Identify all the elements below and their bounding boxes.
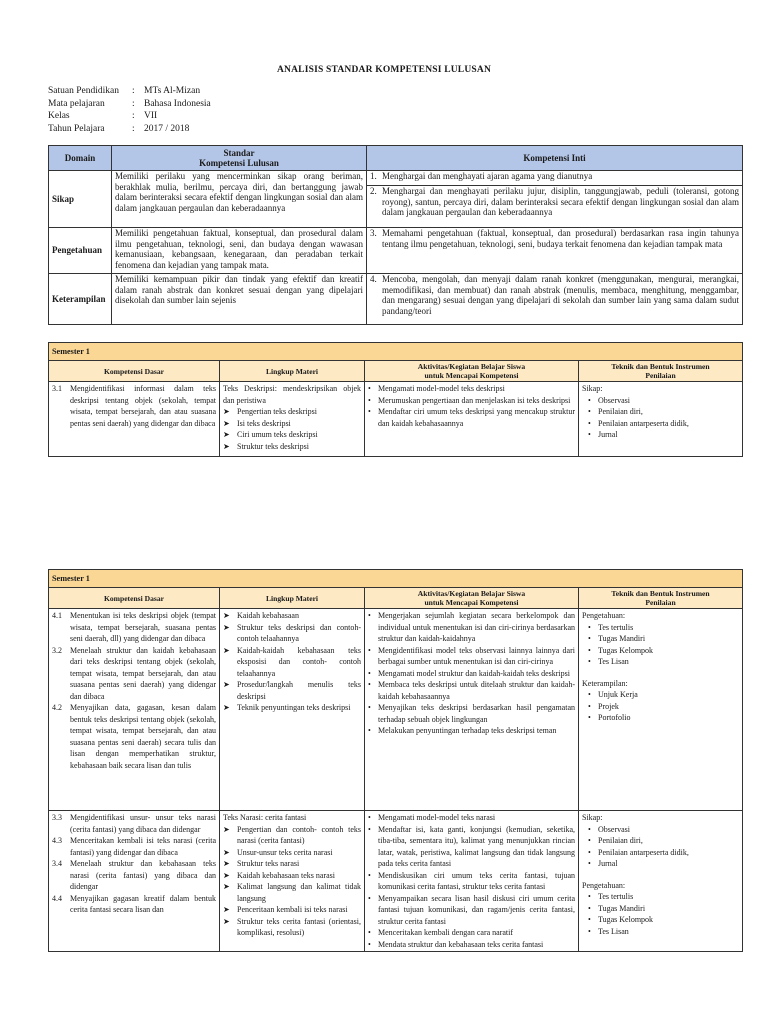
lm-text: Kaidah kebahasaan teks narasi [237, 870, 335, 880]
bullet-item [582, 858, 739, 870]
semester-label: Semester 1 [49, 343, 743, 361]
bullet-item [582, 914, 739, 926]
bullet-item [582, 645, 739, 657]
dot-bullet-icon: • [588, 701, 591, 711]
dot-bullet-icon: • [588, 657, 591, 666]
arrow-bullet-icon: ➤ [223, 441, 230, 451]
bullet-text: Penilaian diri, [598, 836, 643, 845]
standar-kompetensi-table [48, 145, 743, 325]
ki-text: Mencoba, mengolah, dan menyaji dalam ranah konkret (menggunakan, mengurai, merangkai, memodifikasi, dan membuat) dan ranah abstrak (menulis, membaca, menghitung, menggambar, dan mengarang) sesuai dengan yang dipelajari di sekolah dan sumber lain yang sama dalam sudut pandang/teori [382, 274, 739, 316]
ki-text: Menghargai dan menghayati perilaku jujur, disiplin, tanggungjawab, peduli (toleransi, gotong royong), santun, percaya diri, dalam berinteraksi secara efektif dengan lingkungan sosial dan alam dalam jangkauan pergaulan dan keberadaannya [382, 186, 739, 218]
kd-cell [49, 609, 220, 811]
ki-item [367, 228, 742, 273]
bullet-item [368, 939, 575, 951]
dot-bullet-icon: • [588, 836, 591, 845]
lm-item [223, 406, 361, 418]
dot-bullet-icon: • [368, 395, 371, 405]
ki-number: 2. [370, 186, 377, 196]
col-kd: Kompetensi Dasar [49, 361, 220, 382]
kd-text: Mengidentifikasi unsur- unsur teks narasi (cerita fantasi) yang dibaca dan didengar [70, 813, 216, 834]
tek-cell [579, 382, 743, 457]
bullet-item [582, 824, 739, 836]
kd-text: Menyajikan data, gagasan, kesan dalam bentuk teks deskripsi tentang objek (sekolah, tempat wisata, tempat bersejarah, dan atau suasana pentas seni daerah) secara tulis dan lisan dengan memperhatikan struktur, kebahasaan baik secara lisan dan tulis [70, 703, 216, 770]
semester-row [49, 570, 743, 588]
bullet-text: Tes Lisan [598, 926, 629, 936]
kd-text: Menentukan isi teks deskripsi objek (tempat wisata, tempat bersejarah, suasana pentas seni daerah, dll) yang didengar dan dibaca [70, 611, 216, 643]
bullet-item [368, 870, 575, 893]
kd-text: Menelaah struktur dan kebahasaan teks narasi (cerita fantasi) yang dibaca dan didengar [70, 859, 216, 891]
bullet-text: Mendiskusikan ciri umum teks cerita fantasi, tujuan komunikasi cerita fantasi, struktur teks cerita fantasi [378, 870, 575, 891]
kd-cell [49, 382, 220, 457]
kd-text: Menyajikan gagasan kreatif dalam bentuk cerita fantasi secara lisan dan [70, 893, 216, 914]
document-title: ANALISIS STANDAR KOMPETENSI LULUSAN [276, 65, 492, 75]
lm-item [223, 824, 361, 847]
tek-label: Keterampilan: [582, 678, 628, 688]
col-akt: Aktivitas/Kegiatan Belajar Siswa untuk Mencapai Kompetensi [365, 588, 579, 609]
bullet-text: Projek [598, 701, 619, 711]
col-tek: Teknik dan Bentuk Instrumen Penilaian [579, 361, 743, 382]
arrow-bullet-icon: ➤ [223, 407, 230, 416]
table-row [49, 609, 743, 811]
standar-row [49, 274, 743, 325]
bullet-text: Merumuskan pengertiaan dan menjelaskan isi teks deskripsi [378, 395, 571, 405]
ki-item [367, 171, 742, 185]
arrow-bullet-icon: ➤ [223, 418, 230, 428]
lm-item [223, 858, 361, 870]
kd-number: 4.2 [52, 703, 62, 712]
spacer [582, 870, 739, 880]
col-lm: Lingkup Materi [220, 588, 365, 609]
bullet-item [582, 689, 739, 701]
arrow-bullet-icon: ➤ [223, 859, 230, 868]
bullet-text: Mengamati model-model teks narasi [378, 813, 496, 822]
dot-bullet-icon: • [588, 713, 591, 722]
bullet-item [582, 847, 739, 859]
bullet-item [368, 406, 575, 429]
dot-bullet-icon: • [368, 680, 371, 689]
kd-item [52, 835, 216, 858]
arrow-bullet-icon: ➤ [223, 622, 230, 632]
bullet-item [368, 927, 575, 939]
bullet-item [582, 891, 739, 903]
kd-number: 3.1 [52, 384, 62, 393]
bullet-text: Observasi [598, 395, 630, 405]
tek-label: Pengetahuan: [582, 611, 626, 620]
bullet-text: Portofolio [598, 713, 631, 722]
ki-cell [367, 171, 743, 228]
kd-cell [49, 811, 220, 952]
semester-row [49, 343, 743, 361]
bullet-text: Melakukan penyuntingan terhadap teks deskripsi teman [378, 726, 557, 735]
info-value: Bahasa Indonesia [144, 98, 211, 109]
dot-bullet-icon: • [368, 824, 371, 834]
arrow-bullet-icon: ➤ [223, 680, 230, 689]
skl-cell: Memiliki kemampuan pikir dan tindak yang efektif dan kreatif dalam ranah abstrak dan konkret sesuai dengan yang dipelajari disekolah dan sumber lain sejenis [112, 274, 367, 325]
lm-text: Struktur teks cerita fantasi (orientasi, komplikasi, resolusi) [237, 916, 361, 937]
dot-bullet-icon: • [588, 690, 591, 699]
skl-cell: Memiliki pengetahuan faktual, konseptual, dan prosedural dalam ilmu pengetahuan, teknologi, seni, dan budaya dengan wawasan kemanusiaan, kebangsaan, kenegaraan, dan peradaban terkait fenomena dan kejadian yang tampak mata. [112, 228, 367, 274]
dot-bullet-icon: • [588, 915, 591, 924]
dot-bullet-icon: • [588, 903, 591, 913]
lm-item [223, 702, 361, 714]
ki-item [367, 185, 742, 227]
kd-item [52, 858, 216, 893]
bullet-text: Penilaian antarpeserta didik, [598, 847, 689, 857]
col-kd: Kompetensi Dasar [49, 588, 220, 609]
dot-bullet-icon: • [368, 939, 371, 949]
lm-text: Struktur teks deskripsi [237, 441, 309, 451]
lm-cell [220, 609, 365, 811]
dot-bullet-icon: • [368, 407, 371, 416]
bullet-text: Tugas Kelompok [598, 645, 654, 655]
lm-text: Teknik penyuntingan teks deskripsi [237, 703, 351, 712]
info-row [48, 123, 211, 136]
col-lm: Lingkup Materi [220, 361, 365, 382]
arrow-bullet-icon: ➤ [223, 847, 230, 857]
bullet-item [368, 645, 575, 668]
header-domain: Domain [49, 146, 112, 171]
lm-text: Prosedur/langkah menulis teks deskripsi [237, 680, 361, 701]
lm-text: Pengertian dan contoh- contoh teks narasi (cerita fantasi) [237, 824, 361, 845]
dot-bullet-icon: • [588, 407, 591, 416]
lm-cell [220, 811, 365, 952]
bullet-text: Mengidentifikasi model teks observasi lainnya lainnya dari berbagai sumber untuk menentukan isi dan ciri-cirinya [378, 645, 575, 666]
info-colon: : [132, 111, 135, 121]
bullet-item [582, 622, 739, 634]
ki-number: 4. [370, 274, 377, 284]
kd-item [52, 812, 216, 835]
lm-text: Unsur-unsur teks cerita narasi [237, 847, 333, 857]
kd-text: Menceritakan kembali isi teks narasi (cerita fantasi) yang didengar dan dibaca [70, 836, 216, 857]
semester-table-1 [48, 342, 743, 457]
bullet-item [582, 656, 739, 668]
info-label: Satuan Pendidikan [48, 86, 119, 96]
bullet-item [582, 406, 739, 418]
bullet-text: Jurnal [598, 430, 618, 439]
lm-text: Pengertian teks deskripsi [237, 407, 317, 416]
domain-cell: Sikap [49, 171, 112, 228]
dot-bullet-icon: • [588, 418, 591, 428]
spacer [582, 668, 739, 678]
dot-bullet-icon: • [588, 926, 591, 936]
dot-bullet-icon: • [368, 645, 371, 655]
bullet-item [368, 383, 575, 395]
lm-text: Isi teks deskripsi [237, 418, 291, 428]
lm-text: Ciri umum teks deskripsi [237, 430, 318, 439]
info-row [48, 98, 211, 111]
table-row [49, 811, 743, 952]
bullet-text: Observasi [598, 824, 630, 834]
dot-bullet-icon: • [588, 634, 591, 643]
bullet-item [582, 903, 739, 915]
lm-text: Penceritaan kembali isi teks narasi [237, 905, 348, 914]
kd-item [52, 893, 216, 916]
akt-cell [365, 382, 579, 457]
kd-item [52, 645, 216, 703]
kd-item [52, 383, 216, 429]
bullet-item [368, 725, 575, 737]
lm-item [223, 645, 361, 680]
info-label: Kelas [48, 111, 70, 121]
lm-text: Struktur teks narasi [237, 859, 300, 868]
bullet-item [582, 429, 739, 441]
kd-number: 3.3 [52, 813, 62, 822]
col-akt: Aktivitas/Kegiatan Belajar Siswa untuk Mencapai Kompetensi [365, 361, 579, 382]
lm-item [223, 441, 361, 453]
dot-bullet-icon: • [368, 384, 371, 393]
bullet-text: Mengerjakan sejumlah kegiatan secara berkelompok dan individual untuk menentukan isi dan ciri-cirinya berdasarkan struktur dan kaidah-kaidahnya [378, 611, 575, 643]
tek-cell [579, 609, 743, 811]
bullet-item [582, 926, 739, 938]
bullet-text: Penilaian diri, [598, 407, 643, 416]
info-value: 2017 / 2018 [144, 123, 190, 134]
info-label: Mata pelajaran [48, 98, 105, 109]
tek-label: Pengetahuan: [582, 880, 626, 890]
arrow-bullet-icon: ➤ [223, 824, 230, 834]
bullet-item [582, 633, 739, 645]
ki-text: Menghargai dan menghayati ajaran agama yang dianutnya [382, 171, 593, 181]
kd-number: 3.4 [52, 859, 62, 868]
dot-bullet-icon: • [368, 726, 371, 735]
column-header-row [49, 588, 743, 609]
info-row [48, 85, 211, 98]
standar-row [49, 171, 743, 228]
bullet-item [368, 668, 575, 680]
bullet-text: Penilaian antarpeserta didik, [598, 418, 689, 428]
bullet-item [368, 702, 575, 725]
arrow-bullet-icon: ➤ [223, 882, 230, 891]
tek-label: Sikap: [582, 384, 603, 393]
kd-number: 3.2 [52, 645, 62, 655]
arrow-bullet-icon: ➤ [223, 916, 230, 926]
bullet-text: Unjuk Kerja [598, 690, 638, 699]
col-tek: Teknik dan Bentuk Instrumen Penilaian [579, 588, 743, 609]
info-colon: : [132, 86, 135, 96]
lm-item [223, 847, 361, 859]
table-row [49, 382, 743, 457]
arrow-bullet-icon: ➤ [223, 430, 230, 439]
dot-bullet-icon: • [368, 893, 371, 903]
arrow-bullet-icon: ➤ [223, 870, 230, 880]
lm-intro: Teks Narasi: cerita fantasi [223, 813, 307, 822]
lm-item [223, 610, 361, 622]
lm-cell [220, 382, 365, 457]
header-ki: Kompetensi Inti [367, 146, 743, 171]
kd-item [52, 610, 216, 645]
dot-bullet-icon: • [368, 611, 371, 620]
dot-bullet-icon: • [588, 645, 591, 655]
lm-intro: Teks Deskripsi: mendeskripsikan objek dan peristiwa [223, 384, 361, 405]
skl-cell: Memiliki perilaku yang mencerminkan sikap orang beriman, berakhlak mulia, berilmu, percaya diri, dan bertanggung jawab dalam berinteraksi secara efektif dengan lingkungan sosial dan alam dalam jangkauan pergaulan dan keberadaannya [112, 171, 367, 228]
kd-text: Mengidentifikasi informasi dalam teks deskripsi tentang objek (sekolah, tempat wisata, tempat bersejarah, dan atau suasana pentas seni daerah) yang didengar dan dibaca [70, 384, 216, 428]
bullet-text: Tes Lisan [598, 657, 629, 666]
info-label: Tahun Pelajara [48, 123, 105, 134]
dot-bullet-icon: • [588, 847, 591, 857]
kd-number: 4.1 [52, 611, 62, 620]
kd-text: Menelaah struktur dan kaidah kebahasaan dari teks deskripsi tentang objek (sekolah, tempat wisata, tempat bersejarah, dan atau suasana pentas seni daerah) yang didengar dan dibaca [70, 645, 216, 701]
dot-bullet-icon: • [368, 668, 371, 678]
lm-text: Kaidah kebahasaan [237, 611, 299, 620]
ki-text: Memahami pengetahuan (faktual, konseptual, dan prosedural) berdasarkan rasa ingin tahunya tentang ilmu pengetahuan, teknologi, seni, budaya terkait fenomena dan kejadian tampak mata [382, 228, 739, 249]
dot-bullet-icon: • [588, 395, 591, 405]
dot-bullet-icon: • [588, 430, 591, 439]
ki-number: 3. [370, 228, 377, 238]
dot-bullet-icon: • [588, 824, 591, 834]
kd-item [52, 702, 216, 771]
info-colon: : [132, 123, 135, 134]
bullet-item [368, 893, 575, 928]
ki-item [367, 274, 742, 324]
info-value: VII [144, 111, 158, 121]
lm-item [223, 622, 361, 645]
bullet-item [368, 812, 575, 824]
lm-item [223, 870, 361, 882]
tek-label: Sikap: [582, 813, 603, 822]
bullet-item [582, 418, 739, 430]
dot-bullet-icon: • [368, 703, 371, 712]
lm-text: Kaidah-kaidah kebahasaan teks eksposisi dan contoh- contoh telaahannya [237, 645, 361, 678]
ki-cell [367, 228, 743, 274]
school-info [48, 85, 211, 135]
dot-bullet-icon: • [368, 870, 371, 880]
ki-number: 1. [370, 171, 377, 181]
header-skl: Standar Kompetensi Lulusan [112, 146, 367, 171]
semester-table-2 [48, 569, 743, 952]
arrow-bullet-icon: ➤ [223, 703, 230, 712]
bullet-text: Tugas Mandiri [598, 634, 646, 643]
kd-number: 4.3 [52, 836, 62, 845]
lm-text: Kalimat langsung dan kalimat tidak langsung [237, 882, 361, 903]
bullet-text: Mendaftar ciri umum teks deskripsi yang mencakup struktur dan kaidah kebahasaannya [378, 407, 575, 428]
bullet-text: Membaca teks deskripsi untuk ditelaah struktur dan kaidah- kaidah kebahasaannya [378, 680, 575, 701]
ki-cell [367, 274, 743, 325]
dot-bullet-icon: • [588, 859, 591, 868]
arrow-bullet-icon: ➤ [223, 645, 230, 655]
bullet-item [582, 835, 739, 847]
bullet-text: Tugas Kelompok [598, 915, 654, 924]
kd-number: 4.4 [52, 893, 62, 903]
bullet-item [368, 824, 575, 870]
standar-row [49, 228, 743, 274]
dot-bullet-icon: • [368, 813, 371, 822]
lm-text: Struktur teks deskripsi dan contoh-contoh telaahannya [237, 622, 361, 643]
lm-item [223, 904, 361, 916]
akt-cell [365, 609, 579, 811]
semester-label: Semester 1 [49, 570, 743, 588]
bullet-text: Tugas Mandiri [598, 903, 646, 913]
bullet-text: Menceritakan kembali dengan cara naratif [378, 928, 514, 937]
bullet-text: Tes tertulis [598, 892, 634, 901]
tek-cell [579, 811, 743, 952]
bullet-text: Mengamati model-model teks deskripsi [378, 384, 505, 393]
bullet-text: Mendata struktur dan kebahasaan teks cerita fantasi [378, 939, 544, 949]
standar-header-row [49, 146, 743, 171]
lm-item [223, 418, 361, 430]
dot-bullet-icon: • [588, 892, 591, 901]
arrow-bullet-icon: ➤ [223, 905, 230, 914]
dot-bullet-icon: • [588, 622, 591, 632]
domain-cell: Keterampilan [49, 274, 112, 325]
bullet-text: Tes tertulis [598, 622, 634, 632]
bullet-text: Jurnal [598, 859, 618, 868]
bullet-text: Menyampaikan secara lisan hasil diskusi ciri umum cerita fantasi tujuan komunikasi, dan ragam/jenis cerita fantasi, struktur cerita fantasi [378, 893, 575, 926]
bullet-item [368, 679, 575, 702]
dot-bullet-icon: • [368, 928, 371, 937]
bullet-item [582, 701, 739, 713]
lm-item [223, 679, 361, 702]
akt-cell [365, 811, 579, 952]
bullet-item [368, 610, 575, 645]
info-value: MTs Al-Mizan [144, 86, 201, 96]
bullet-text: Mendaftar isi, kata ganti, konjungsi (kemudian, seketika, tiba-tiba, sementara itu), kalimat yang menunjukkan rincian latar, watak, peristiwa, kalimat langsung dan tidak langsung pada teks cerita fantasi [378, 824, 575, 868]
bullet-item [368, 395, 575, 407]
lm-item [223, 881, 361, 904]
domain-cell: Pengetahuan [49, 228, 112, 274]
info-row [48, 110, 211, 123]
column-header-row [49, 361, 743, 382]
info-colon: : [132, 98, 135, 109]
bullet-text: Mengamati model struktur dan kaidah-kaidah teks deskripsi [378, 668, 570, 678]
bullet-item [582, 395, 739, 407]
arrow-bullet-icon: ➤ [223, 611, 230, 620]
lm-item [223, 429, 361, 441]
bullet-text: Menyajikan teks deskripsi berdasarkan hasil pengamatan terhadap sebuah objek lingkungan [378, 703, 575, 724]
lm-item [223, 916, 361, 939]
bullet-item [582, 712, 739, 724]
